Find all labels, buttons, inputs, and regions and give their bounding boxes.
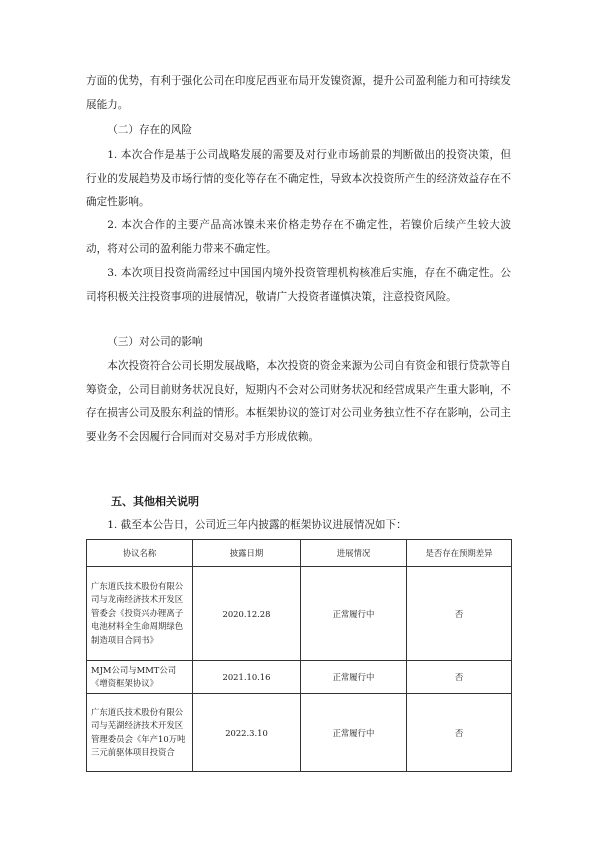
paragraph-advantage: 方面的优势，有利于强化公司在印度尼西亚布局开发镍资源，提升公司盈利能力和可持续发展能力。: [86, 75, 511, 111]
section-five-heading: 五、其他相关说明: [111, 495, 199, 508]
table-header-row: [87, 540, 512, 567]
disclosure-date: 2020.12.28: [193, 567, 301, 661]
heading-risks: （二）存在的风险: [107, 124, 192, 136]
agreement-name: 广东道氏技术股份有限公司与龙南经济技术开发区管委会《投资兴办锂离子电池材料全生命周期绿色制造项目合同书》: [87, 567, 193, 661]
table-row: [87, 694, 512, 772]
paragraph-impact: 本次投资符合公司长期发展战略，本次投资的资金来源为公司自有资金和银行贷款等自筹资金，公司目前财务状况良好，短期内不会对公司财务状况和经营成果产生重大影响，不存在损害公司及股东利益的情形。本框架协议的签订对公司业务独立性不存在影响，公司主要业务不会因履行合同而对交易对手方形成依赖。: [86, 360, 511, 443]
expected-difference: 否: [407, 661, 512, 694]
framework-agreements-table: [86, 539, 512, 772]
section-five-item-1: 1. 截至本公告日，公司近三年内披露的框架协议进展情况如下：: [107, 519, 407, 531]
header-progress: 进展情况: [301, 540, 407, 567]
agreement-name: MJM公司与MMT公司《增资框架协议》: [87, 661, 193, 694]
table-row: [87, 661, 512, 694]
progress-status: 正常履行中: [301, 694, 407, 772]
header-disclosure-date: 披露日期: [193, 540, 301, 567]
header-expected-difference: 是否存在预期差异: [407, 540, 512, 567]
risk-item-2: 2. 本次合作的主要产品高冰镍未来价格走势存在不确定性，若镍价后续产生较大波动，将对公司的盈利能力带来不确定性。: [86, 219, 511, 255]
expected-difference: 否: [407, 694, 512, 772]
heading-impact: （三）对公司的影响: [107, 336, 203, 348]
header-agreement-name: 协议名称: [87, 540, 193, 567]
agreement-name: 广东道氏技术股份有限公司与芜湖经济技术开发区管理委员会《年产10万吨三元前驱体项目投资合: [87, 694, 193, 772]
table-row: [87, 567, 512, 661]
disclosure-date: 2021.10.16: [193, 661, 301, 694]
progress-status: 正常履行中: [301, 567, 407, 661]
risk-item-3: 3. 本次项目投资尚需经过中国国内境外投资管理机构核准后实施，存在不确定性。公司将积极关注投资事项的进展情况，敬请广大投资者谨慎决策，注意投资风险。: [86, 267, 511, 303]
risk-item-1: 1. 本次合作是基于公司战略发展的需要及对行业市场前景的判断做出的投资决策，但行业的发展趋势及市场行情的变化等存在不确定性，导致本次投资所产生的经济效益存在不确定性影响。: [86, 149, 511, 208]
expected-difference: 否: [407, 567, 512, 661]
progress-status: 正常履行中: [301, 661, 407, 694]
disclosure-date: 2022.3.10: [193, 694, 301, 772]
